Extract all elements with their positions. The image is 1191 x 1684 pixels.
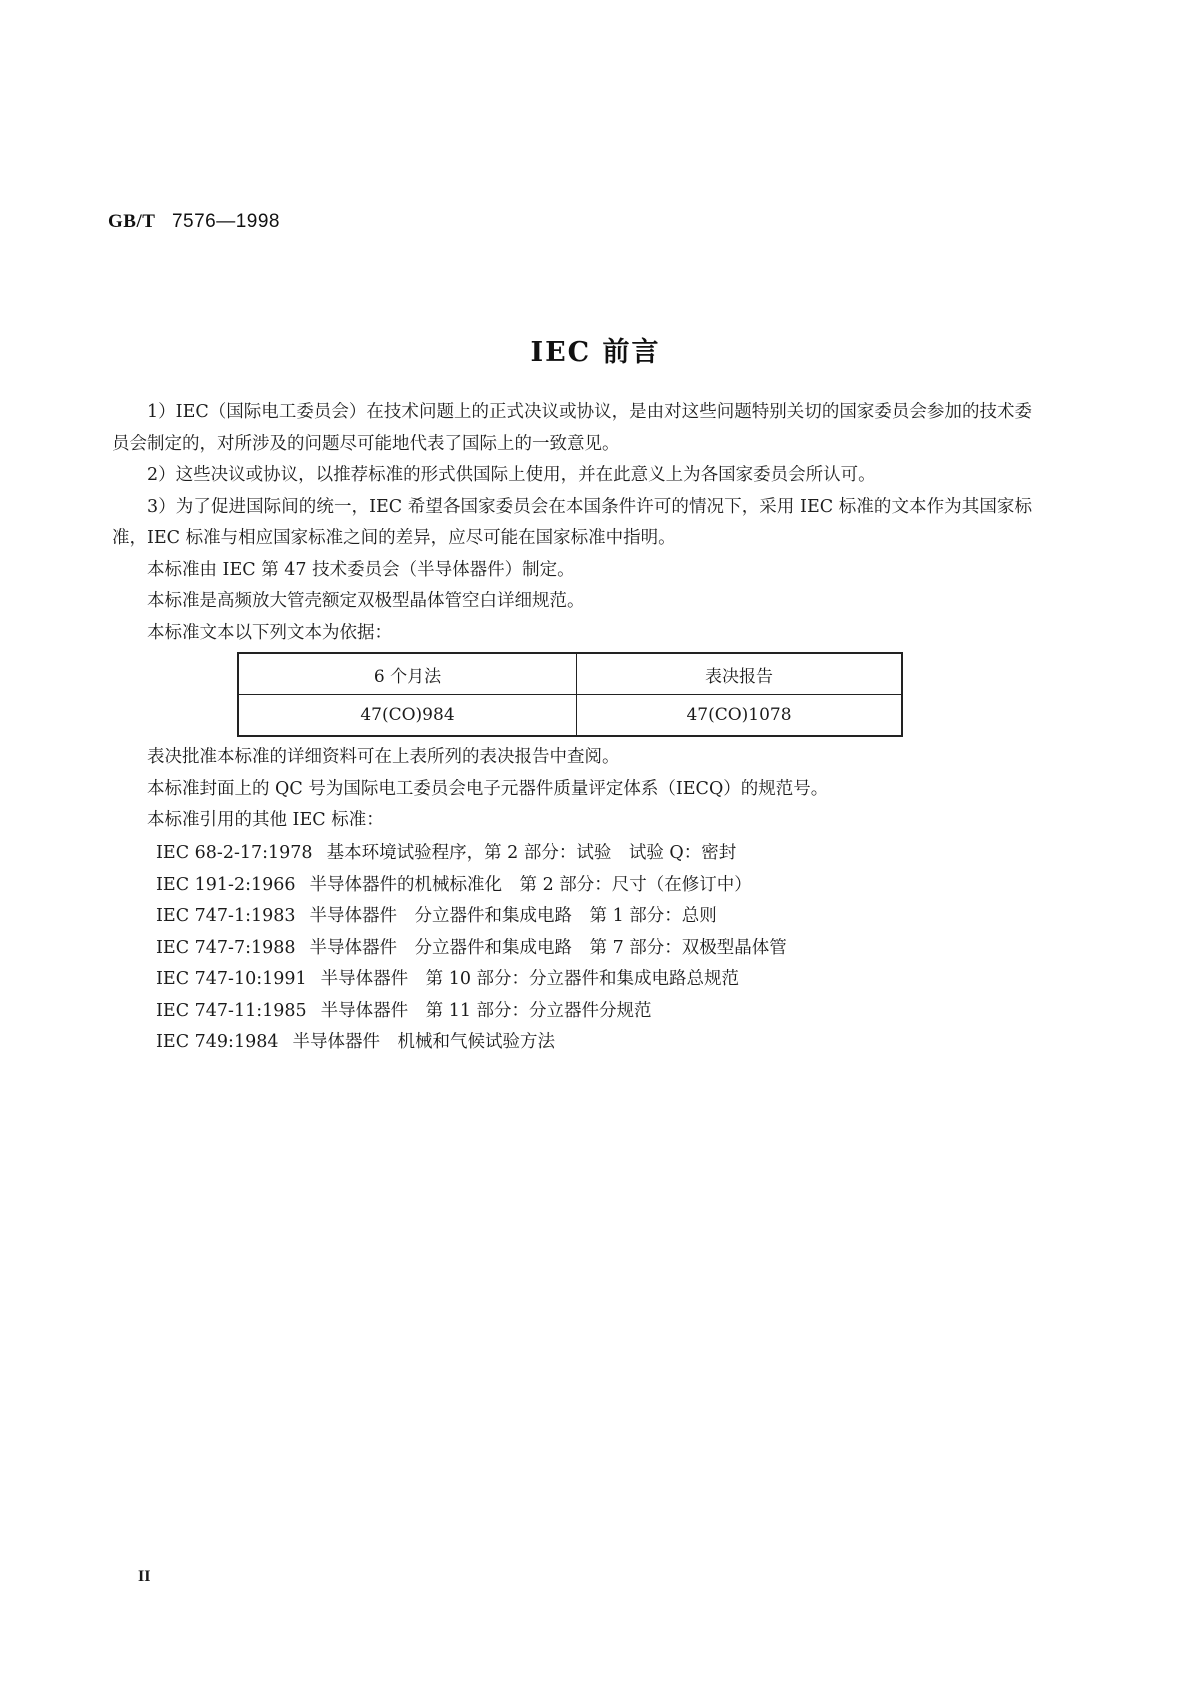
paragraph-1: 1）IEC（国际电工委员会）在技术问题上的正式决议或协议，是由对这些问题特别关切的国家委员会参加的技术委员会制定的，对所涉及的问题尽可能地代表了国际上的一致意见。 (112, 402, 1032, 454)
paragraph-6: 本标准文本以下列文本为依据： (147, 622, 392, 643)
reference-title: 基本环境试验程序，第 2 部分：试验 试验 Q：密封 (326, 843, 737, 863)
page-number: II (138, 1568, 151, 1585)
reference-title: 半导体器件 第 11 部分：分立器件分规范 (320, 1000, 652, 1021)
foreword-body (112, 397, 1032, 649)
page-title: IEC 前言 (530, 337, 661, 368)
paragraph-8: 本标准封面上的 QC 号为国际电工委员会电子元器件质量评定体系（IECQ）的规范号。 (147, 778, 829, 799)
reference-code: IEC 191-2:1966 (156, 874, 296, 895)
reference-code: IEC 747-1:1983 (156, 906, 296, 926)
table-cell: 47(CO)984 (239, 695, 577, 736)
list-item (156, 901, 801, 933)
table-header-row (239, 654, 901, 695)
reference-title: 半导体器件 机械和气候试验方法 (292, 1032, 555, 1052)
reference-code: IEC 68-2-17:1978 (156, 843, 313, 863)
after-table-text (112, 742, 1032, 837)
paragraph-4: 本标准由 IEC 第 47 技术委员会（半导体器件）制定。 (147, 559, 575, 580)
reference-title: 半导体器件 第 10 部分：分立器件和集成电路总规范 (320, 969, 740, 989)
paragraph-7: 表决批准本标准的详细资料可在上表所列的表决报告中查阅。 (147, 747, 620, 767)
table-header-cell: 6 个月法 (239, 654, 577, 695)
standard-code-header (108, 210, 280, 233)
reference-code: IEC 747-11:1985 (156, 1000, 307, 1021)
table-row (239, 695, 901, 736)
reference-title: 半导体器件的机械标准化 第 2 部分：尺寸（在修订中） (309, 874, 752, 895)
standard-prefix: GB/T (108, 211, 156, 232)
list-item (156, 964, 801, 996)
list-item (156, 1027, 801, 1059)
standard-number: 7576—1998 (171, 211, 280, 232)
basis-table (237, 652, 903, 737)
paragraph-3: 3）为了促进国际间的统一，IEC 希望各国家委员会在本国条件许可的情况下，采用 IEC 标准的文本作为其国家标准，IEC 标准与相应国家标准之间的差异，应尽可能在国家标准中指明。 (112, 496, 1032, 548)
list-item (156, 870, 801, 902)
list-item (156, 838, 801, 870)
table-cell: 47(CO)1078 (577, 695, 902, 736)
table-header-cell: 表决报告 (577, 654, 902, 695)
reference-list (156, 838, 801, 1059)
reference-code: IEC 747-7:1988 (156, 937, 296, 958)
paragraph-5: 本标准是高频放大管壳额定双极型晶体管空白详细规范。 (147, 591, 585, 611)
paragraph-9: 本标准引用的其他 IEC 标准： (147, 810, 384, 830)
list-item (156, 996, 801, 1028)
reference-title: 半导体器件 分立器件和集成电路 第 7 部分：双极型晶体管 (309, 937, 787, 958)
reference-code: IEC 749:1984 (156, 1032, 279, 1052)
reference-code: IEC 747-10:1991 (156, 969, 307, 989)
reference-title: 半导体器件 分立器件和集成电路 第 1 部分：总则 (309, 906, 717, 926)
list-item (156, 933, 801, 965)
paragraph-2: 2）这些决议或协议，以推荐标准的形式供国际上使用，并在此意义上为各国家委员会所认可。 (147, 465, 876, 485)
